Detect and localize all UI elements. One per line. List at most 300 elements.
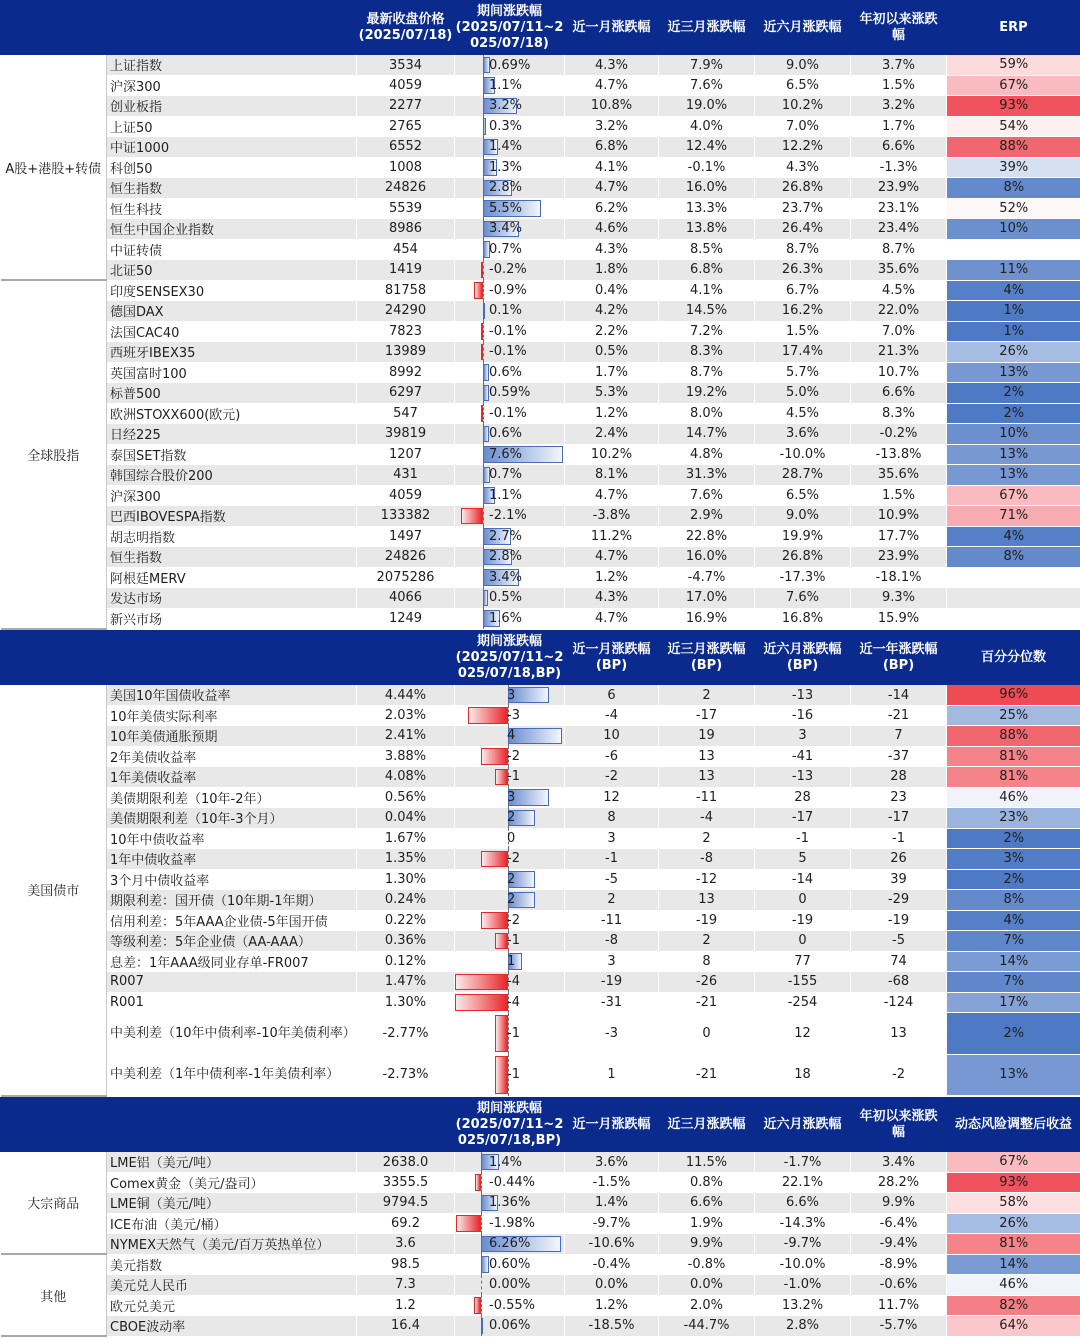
change-m6: 6.7% bbox=[755, 280, 851, 301]
period-change-bar bbox=[475, 1174, 481, 1191]
table-row bbox=[1, 787, 1080, 808]
change-m3: 12.4% bbox=[659, 137, 755, 158]
latest-value: 2638.0 bbox=[357, 1152, 455, 1173]
heat-cell bbox=[947, 608, 1080, 629]
table-row bbox=[1, 362, 1080, 383]
row-name: R001 bbox=[107, 992, 357, 1013]
change-m3: -11 bbox=[659, 787, 755, 808]
row-name: 上证50 bbox=[107, 116, 357, 137]
latest-value: 39819 bbox=[357, 424, 455, 445]
heat-cell: 4% bbox=[947, 526, 1080, 547]
period-change-label: 3.2% bbox=[489, 98, 523, 114]
column-header bbox=[1, 631, 107, 685]
heat-cell: 46% bbox=[947, 787, 1080, 808]
table-row bbox=[1, 403, 1080, 424]
latest-value: 2277 bbox=[357, 96, 455, 117]
period-change-bar bbox=[483, 118, 486, 135]
change-m1: 4.7% bbox=[565, 178, 659, 199]
period-change-bar bbox=[481, 405, 483, 422]
heat-cell: 13% bbox=[947, 465, 1080, 486]
period-change-bar bbox=[455, 994, 508, 1011]
latest-value: 1.2 bbox=[357, 1295, 455, 1316]
change-m6: 5.7% bbox=[755, 362, 851, 383]
row-name: 韩国综合股价200 bbox=[107, 465, 357, 486]
period-change-bar-cell bbox=[455, 726, 565, 747]
table-row bbox=[1, 685, 1080, 706]
change-m1: 4.7% bbox=[565, 547, 659, 568]
change-ytd: 17.7% bbox=[851, 526, 947, 547]
change-m6: -41 bbox=[755, 746, 851, 767]
period-change-bar-cell bbox=[455, 1193, 565, 1214]
latest-value: 2.03% bbox=[357, 705, 455, 726]
row-name: 美国10年国债收益率 bbox=[107, 685, 357, 706]
latest-value: -2.77% bbox=[357, 1013, 455, 1055]
zero-axis bbox=[483, 260, 484, 281]
heat-cell: 8% bbox=[947, 178, 1080, 199]
table-row bbox=[1, 96, 1080, 117]
change-ytd: -1 bbox=[851, 828, 947, 849]
change-m3: -44.7% bbox=[659, 1316, 755, 1337]
change-m3: 19.0% bbox=[659, 96, 755, 117]
period-change-bar-cell bbox=[455, 75, 565, 96]
change-m1: 4.7% bbox=[565, 75, 659, 96]
change-ytd: -8.9% bbox=[851, 1254, 947, 1275]
change-m1: -10.6% bbox=[565, 1234, 659, 1255]
heat-cell: 10% bbox=[947, 219, 1080, 240]
row-name: LME铜（美元/吨） bbox=[107, 1193, 357, 1214]
change-m1: -0.4% bbox=[565, 1254, 659, 1275]
column-header: 近一月涨跌幅 (BP) bbox=[565, 631, 659, 685]
period-change-label: 1.1% bbox=[489, 77, 523, 93]
column-header: 近三月涨跌幅 bbox=[659, 1098, 755, 1152]
heat-cell: 81% bbox=[947, 746, 1080, 767]
zero-axis bbox=[483, 342, 484, 363]
latest-value: 1.30% bbox=[357, 869, 455, 890]
period-change-label: 0.59% bbox=[489, 385, 531, 401]
heat-cell: 54% bbox=[947, 116, 1080, 137]
change-ytd: 9.9% bbox=[851, 1193, 947, 1214]
change-m6: 9.0% bbox=[755, 506, 851, 527]
heat-cell: 1% bbox=[947, 321, 1080, 342]
heat-cell: 2% bbox=[947, 403, 1080, 424]
heat-cell bbox=[947, 588, 1080, 609]
table-row bbox=[1, 301, 1080, 322]
change-ytd: 10.9% bbox=[851, 506, 947, 527]
change-m3: 17.0% bbox=[659, 588, 755, 609]
heat-cell: 2% bbox=[947, 828, 1080, 849]
change-m3: -8 bbox=[659, 849, 755, 870]
period-change-label: 1.4% bbox=[489, 1154, 523, 1170]
period-change-label: -0.44% bbox=[489, 1174, 535, 1190]
period-change-label: 6.26% bbox=[489, 1236, 531, 1252]
period-change-bar-cell bbox=[455, 746, 565, 767]
period-change-bar bbox=[481, 1318, 483, 1335]
change-m1: 0.0% bbox=[565, 1275, 659, 1296]
latest-value: 431 bbox=[357, 465, 455, 486]
latest-value: 13989 bbox=[357, 342, 455, 363]
table-row bbox=[1, 608, 1080, 629]
heat-cell: 88% bbox=[947, 137, 1080, 158]
change-ytd: -37 bbox=[851, 746, 947, 767]
heat-cell: 25% bbox=[947, 705, 1080, 726]
change-m3: 14.5% bbox=[659, 301, 755, 322]
latest-value: 547 bbox=[357, 403, 455, 424]
change-m1: 6.2% bbox=[565, 198, 659, 219]
change-m6: 6.5% bbox=[755, 485, 851, 506]
change-m6: 10.2% bbox=[755, 96, 851, 117]
table-row bbox=[1, 746, 1080, 767]
row-name: 科创50 bbox=[107, 157, 357, 178]
change-m3: -12 bbox=[659, 869, 755, 890]
period-change-bar-cell bbox=[455, 96, 565, 117]
change-m1: 4.7% bbox=[565, 485, 659, 506]
period-change-bar bbox=[481, 851, 508, 868]
heat-cell: 13% bbox=[947, 362, 1080, 383]
change-m6: 28.7% bbox=[755, 465, 851, 486]
heat-cell: 64% bbox=[947, 1316, 1080, 1337]
change-ytd: 7 bbox=[851, 726, 947, 747]
latest-value: 4066 bbox=[357, 588, 455, 609]
change-m3: 8.5% bbox=[659, 239, 755, 260]
table-row bbox=[1, 1013, 1080, 1055]
table-row bbox=[1, 547, 1080, 568]
column-header: 最新收盘价格 (2025/07/18) bbox=[357, 1, 455, 55]
change-m1: 2.4% bbox=[565, 424, 659, 445]
header-row bbox=[1, 1, 1080, 55]
table-row bbox=[1, 260, 1080, 281]
row-name: 胡志明指数 bbox=[107, 526, 357, 547]
row-name: 阿根廷MERV bbox=[107, 567, 357, 588]
table-row bbox=[1, 55, 1080, 76]
period-change-bar-cell bbox=[455, 992, 565, 1013]
period-change-bar bbox=[495, 769, 509, 786]
latest-value: 1249 bbox=[357, 608, 455, 629]
commodity-table bbox=[0, 1097, 1080, 1337]
column-header: 近一月涨跌幅 bbox=[565, 1098, 659, 1152]
period-change-label: 0.5% bbox=[489, 590, 523, 606]
table-row bbox=[1, 588, 1080, 609]
change-m6: -16 bbox=[755, 705, 851, 726]
change-ytd: 23.4% bbox=[851, 219, 947, 240]
change-m3: 8.0% bbox=[659, 403, 755, 424]
change-m6: 5.0% bbox=[755, 383, 851, 404]
change-m3: 8.3% bbox=[659, 342, 755, 363]
period-change-bar-cell bbox=[455, 910, 565, 931]
latest-value: 24826 bbox=[357, 547, 455, 568]
change-m6: 0 bbox=[755, 931, 851, 952]
change-m6: 16.2% bbox=[755, 301, 851, 322]
row-name: 2年美债收益率 bbox=[107, 746, 357, 767]
period-change-bar-cell bbox=[455, 526, 565, 547]
header-row bbox=[1, 631, 1080, 685]
row-name: R007 bbox=[107, 972, 357, 993]
change-m1: -1.5% bbox=[565, 1172, 659, 1193]
change-ytd: 1.5% bbox=[851, 485, 947, 506]
period-change-label: -1 bbox=[507, 1025, 520, 1041]
change-m6: 17.4% bbox=[755, 342, 851, 363]
period-change-bar bbox=[508, 728, 562, 745]
period-change-bar-cell bbox=[455, 588, 565, 609]
change-m3: 16.0% bbox=[659, 178, 755, 199]
period-change-label: 0.3% bbox=[489, 118, 523, 134]
column-header: 动态风险调整后收益 bbox=[947, 1098, 1080, 1152]
change-m3: 19 bbox=[659, 726, 755, 747]
period-change-bar-cell bbox=[455, 506, 565, 527]
period-change-label: 2.7% bbox=[489, 528, 523, 544]
row-name: 10年美债实际利率 bbox=[107, 705, 357, 726]
change-m6: 26.8% bbox=[755, 547, 851, 568]
change-m1: -4 bbox=[565, 705, 659, 726]
zero-axis bbox=[483, 506, 484, 527]
change-m6: 4.5% bbox=[755, 403, 851, 424]
change-m1: 3.6% bbox=[565, 1152, 659, 1173]
change-ytd: 7.0% bbox=[851, 321, 947, 342]
change-m6: 16.8% bbox=[755, 608, 851, 629]
latest-value: 69.2 bbox=[357, 1213, 455, 1234]
period-change-bar-cell bbox=[455, 1254, 565, 1275]
period-change-label: -3 bbox=[507, 707, 520, 723]
heat-cell: 67% bbox=[947, 485, 1080, 506]
change-ytd: -13.8% bbox=[851, 444, 947, 465]
period-change-label: 4 bbox=[507, 728, 516, 744]
change-ytd: -21 bbox=[851, 705, 947, 726]
table-row bbox=[1, 910, 1080, 931]
table-row bbox=[1, 506, 1080, 527]
row-name: 日经225 bbox=[107, 424, 357, 445]
change-m6: -1.7% bbox=[755, 1152, 851, 1173]
heat-cell: 26% bbox=[947, 342, 1080, 363]
change-m3: 4.1% bbox=[659, 280, 755, 301]
period-change-label: 1.1% bbox=[489, 487, 523, 503]
row-name: 美元兑人民币 bbox=[107, 1275, 357, 1296]
period-change-bar-cell bbox=[455, 485, 565, 506]
change-m3: 0 bbox=[659, 1013, 755, 1055]
row-name: 10年美债通胀预期 bbox=[107, 726, 357, 747]
table-row bbox=[1, 931, 1080, 952]
change-m6: 19.9% bbox=[755, 526, 851, 547]
row-name: 美债期限利差（10年-3个月） bbox=[107, 808, 357, 829]
change-m6: 7.6% bbox=[755, 588, 851, 609]
period-change-bar-cell bbox=[455, 137, 565, 158]
period-change-bar-cell bbox=[455, 198, 565, 219]
change-m6: 23.7% bbox=[755, 198, 851, 219]
period-change-label: 1.3% bbox=[489, 159, 523, 175]
row-name: 标普500 bbox=[107, 383, 357, 404]
period-change-label: 0.60% bbox=[489, 1256, 531, 1272]
column-header: 年初以来涨跌 幅 bbox=[851, 1, 947, 55]
heat-cell: 14% bbox=[947, 951, 1080, 972]
period-change-bar bbox=[481, 912, 508, 929]
row-name: 等级利差：5年企业债（AA-AAA） bbox=[107, 931, 357, 952]
column-header: 年初以来涨跌 幅 bbox=[851, 1098, 947, 1152]
heat-cell: 81% bbox=[947, 767, 1080, 788]
change-m6: 4.3% bbox=[755, 157, 851, 178]
change-m1: -8 bbox=[565, 931, 659, 952]
change-ytd: -29 bbox=[851, 890, 947, 911]
latest-value: 2075286 bbox=[357, 567, 455, 588]
row-name: 英国富时100 bbox=[107, 362, 357, 383]
table-row bbox=[1, 567, 1080, 588]
change-m6: 12.2% bbox=[755, 137, 851, 158]
period-change-label: -0.1% bbox=[489, 405, 527, 421]
change-m1: 8 bbox=[565, 808, 659, 829]
change-m3: 14.7% bbox=[659, 424, 755, 445]
change-m1: 1.4% bbox=[565, 1193, 659, 1214]
row-name: Comex黄金（美元/盎司） bbox=[107, 1172, 357, 1193]
latest-value: 6552 bbox=[357, 137, 455, 158]
change-m6: -9.7% bbox=[755, 1234, 851, 1255]
change-m3: 19.2% bbox=[659, 383, 755, 404]
period-change-label: 5.5% bbox=[489, 200, 523, 216]
table-row bbox=[1, 1295, 1080, 1316]
latest-value: 0.56% bbox=[357, 787, 455, 808]
period-change-label: -0.1% bbox=[489, 323, 527, 339]
column-header bbox=[107, 1098, 357, 1152]
latest-value: 5539 bbox=[357, 198, 455, 219]
row-name: 信用利差：5年AAA企业债-5年国开债 bbox=[107, 910, 357, 931]
change-m6: 9.0% bbox=[755, 55, 851, 76]
change-m3: 13.8% bbox=[659, 219, 755, 240]
change-m3: -21 bbox=[659, 992, 755, 1013]
zero-axis bbox=[483, 403, 484, 424]
heat-cell: 17% bbox=[947, 992, 1080, 1013]
zero-axis bbox=[481, 1172, 482, 1193]
period-change-bar-cell bbox=[455, 1275, 565, 1296]
change-m1: 10 bbox=[565, 726, 659, 747]
row-name: 泰国SET指数 bbox=[107, 444, 357, 465]
heat-cell: 1% bbox=[947, 301, 1080, 322]
change-ytd: 23.9% bbox=[851, 547, 947, 568]
change-m3: 2 bbox=[659, 685, 755, 706]
period-change-bar-cell bbox=[455, 1152, 565, 1173]
table-row bbox=[1, 1234, 1080, 1255]
period-change-label: 0.1% bbox=[489, 303, 523, 319]
change-ytd: 39 bbox=[851, 869, 947, 890]
heat-cell: 93% bbox=[947, 1172, 1080, 1193]
table-row bbox=[1, 219, 1080, 240]
change-m1: 1.7% bbox=[565, 362, 659, 383]
table-row bbox=[1, 705, 1080, 726]
period-change-bar bbox=[483, 590, 488, 607]
bond-table bbox=[0, 630, 1080, 1097]
change-m3: -19 bbox=[659, 910, 755, 931]
row-name: 恒生科技 bbox=[107, 198, 357, 219]
table-row bbox=[1, 383, 1080, 404]
change-m3: -4.7% bbox=[659, 567, 755, 588]
change-ytd: 8.7% bbox=[851, 239, 947, 260]
table-row bbox=[1, 1152, 1080, 1173]
period-change-label: 2 bbox=[507, 892, 516, 908]
change-m3: 16.9% bbox=[659, 608, 755, 629]
table-row bbox=[1, 198, 1080, 219]
change-m1: 12 bbox=[565, 787, 659, 808]
change-m6: 3 bbox=[755, 726, 851, 747]
heat-cell: 82% bbox=[947, 1295, 1080, 1316]
change-m3: -0.8% bbox=[659, 1254, 755, 1275]
change-m1: 4.3% bbox=[565, 239, 659, 260]
row-name: 巴西IBOVESPA指数 bbox=[107, 506, 357, 527]
period-change-bar-cell bbox=[455, 239, 565, 260]
change-m1: 0.5% bbox=[565, 342, 659, 363]
heat-cell: 4% bbox=[947, 910, 1080, 931]
column-header: 近一年涨跌幅 (BP) bbox=[851, 631, 947, 685]
row-name: ICE布油（美元/桶） bbox=[107, 1213, 357, 1234]
change-m3: 8 bbox=[659, 951, 755, 972]
change-m3: 7.2% bbox=[659, 321, 755, 342]
latest-value: 9794.5 bbox=[357, 1193, 455, 1214]
change-ytd: 11.7% bbox=[851, 1295, 947, 1316]
period-change-bar-cell bbox=[455, 1234, 565, 1255]
latest-value: 0.12% bbox=[357, 951, 455, 972]
change-m1: 6.8% bbox=[565, 137, 659, 158]
group-label: 其他 bbox=[1, 1254, 107, 1336]
period-change-bar-cell bbox=[455, 1316, 565, 1337]
group-label: A股+港股+转债 bbox=[1, 55, 107, 281]
group-label: 美国债市 bbox=[1, 685, 107, 1096]
row-name: CBOE波动率 bbox=[107, 1316, 357, 1337]
change-ytd: 35.6% bbox=[851, 465, 947, 486]
table-row bbox=[1, 1275, 1080, 1296]
period-change-bar-cell bbox=[455, 362, 565, 383]
period-change-bar bbox=[481, 748, 508, 765]
period-change-label: -1 bbox=[507, 1067, 520, 1083]
table-row bbox=[1, 280, 1080, 301]
row-name: 1年中债收益率 bbox=[107, 849, 357, 870]
latest-value: 133382 bbox=[357, 506, 455, 527]
change-m1: 0.4% bbox=[565, 280, 659, 301]
change-ytd: 1.7% bbox=[851, 116, 947, 137]
change-m6: -13 bbox=[755, 685, 851, 706]
change-m6: 2.8% bbox=[755, 1316, 851, 1337]
table-row bbox=[1, 890, 1080, 911]
period-change-bar bbox=[474, 282, 483, 299]
column-header bbox=[1, 1, 107, 55]
table-row bbox=[1, 485, 1080, 506]
period-change-bar-cell bbox=[455, 1295, 565, 1316]
change-m1: 2 bbox=[565, 890, 659, 911]
heat-cell: 8% bbox=[947, 890, 1080, 911]
change-m6: -14 bbox=[755, 869, 851, 890]
change-m6: 12 bbox=[755, 1013, 851, 1055]
row-name: 创业板指 bbox=[107, 96, 357, 117]
period-change-bar bbox=[461, 508, 483, 525]
period-change-bar-cell bbox=[455, 157, 565, 178]
change-m1: -1 bbox=[565, 849, 659, 870]
change-ytd: 3.4% bbox=[851, 1152, 947, 1173]
latest-value: 0.36% bbox=[357, 931, 455, 952]
period-change-label: 0.6% bbox=[489, 426, 523, 442]
period-change-bar-cell bbox=[455, 705, 565, 726]
heat-cell: 2% bbox=[947, 1013, 1080, 1055]
change-m6: 8.7% bbox=[755, 239, 851, 260]
change-ytd: 1.5% bbox=[851, 75, 947, 96]
latest-value: 454 bbox=[357, 239, 455, 260]
change-m1: 4.7% bbox=[565, 608, 659, 629]
change-m1: -11 bbox=[565, 910, 659, 931]
row-name: 中美利差（1年中债利率-1年美债利率） bbox=[107, 1054, 357, 1096]
change-m1: -6 bbox=[565, 746, 659, 767]
change-ytd: 13 bbox=[851, 1013, 947, 1055]
change-m3: 6.8% bbox=[659, 260, 755, 281]
zero-axis bbox=[481, 1213, 482, 1234]
table-row bbox=[1, 444, 1080, 465]
heat-cell: 3% bbox=[947, 849, 1080, 870]
change-ytd: -5.7% bbox=[851, 1316, 947, 1337]
column-header: 近一月涨跌幅 bbox=[565, 1, 659, 55]
period-change-label: 2 bbox=[507, 810, 516, 826]
change-ytd: -19 bbox=[851, 910, 947, 931]
change-m1: 4.6% bbox=[565, 219, 659, 240]
